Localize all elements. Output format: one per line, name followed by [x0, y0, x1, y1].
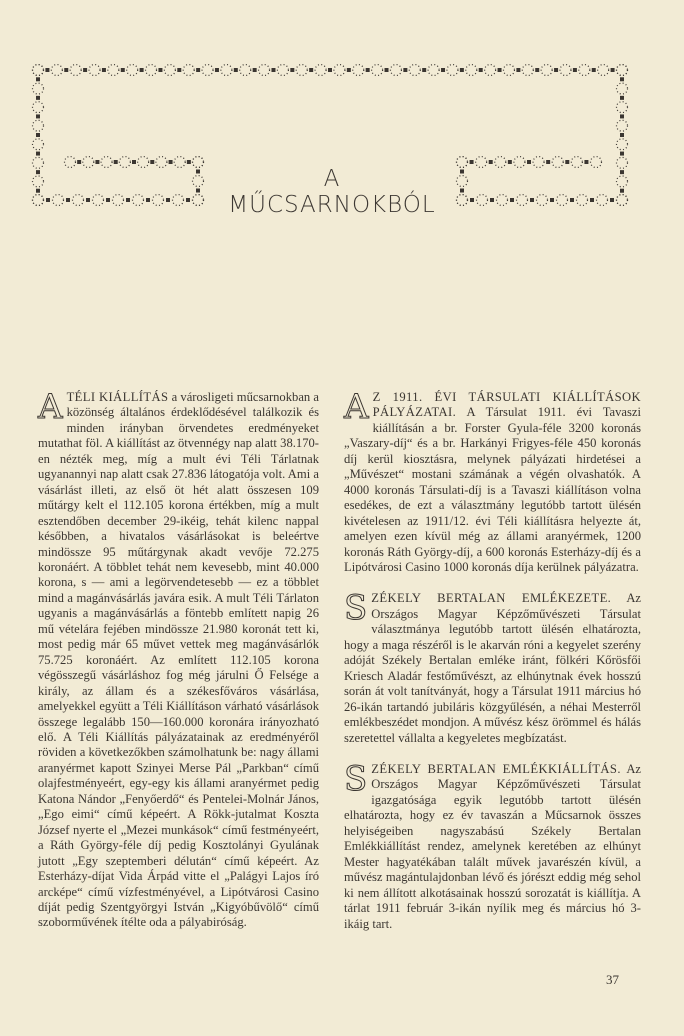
ornament-dotted-circle-icon — [552, 157, 563, 168]
ornament-square-icon — [86, 198, 90, 202]
article-lead: TÉLI KIÁLLÍTÁS — [66, 390, 169, 404]
article-body: A Társulat 1911. évi Tavaszi kiállításán a br. Forster Gyula-féle 3200 koronás „Vaszary-díj“ és a br. Harkányi Frigyes-féle 450 koronás díj kerül kiosztásra, melynek pályázati hirdetései a „Művészet“ mostani számának a végén olvashatók. A 4000 koronás Társulati-díj is a Tavaszi kiállításon volna esedékes, de ezt a választmány legutóbb tartott ülésén kivételesen az 1911/12. évi Téli kiállításra helyezte át, amelyen ezen kívül még az állami aranyérmek, 1200 koronás Ráth György-díj, a 600 koronás Esterházy-díj és a Lipótvárosi Casino 1000 koronás díja kerülnek pályázatra. — [344, 405, 641, 574]
ornament-square-icon — [146, 198, 150, 202]
ornament-dotted-circle-icon — [138, 157, 149, 168]
ornament-dotted-circle-icon — [617, 176, 628, 187]
ornament-square-icon — [253, 68, 257, 72]
ornament-square-icon — [535, 68, 539, 72]
article-body: Az Országos Magyar Képzőművészeti Társulat igazgatósága egyik legutóbb tartott ülésén elhatározta, hogy ez év tavaszán a Műcsarnok összes helyiségeiben nagyszabású Székely Bertalan Emlékkiállítást rendez, amelynek keretében az elhúnyt Mester hagyatékában talált művek javarészén kívül, a művész magántulajdonban lévő és jórészt eddig még sehol ki nem állított alkotásainak hosszú sorozatát is kiállítja. A tárlat 1911 február 3-ikán nyílik meg és március hó 3-ikáig tart. — [344, 761, 641, 931]
ornament-square-icon — [46, 198, 50, 202]
ornament-square-icon — [441, 68, 445, 72]
ornament-square-icon — [508, 160, 512, 164]
ornament-square-icon — [140, 68, 144, 72]
ornament-square-icon — [546, 160, 550, 164]
ornament-dotted-circle-icon — [315, 65, 326, 76]
ornament-square-icon — [83, 68, 87, 72]
ornament-dotted-circle-icon — [164, 65, 175, 76]
ornament-dotted-circle-icon — [108, 65, 119, 76]
ornament-square-icon — [77, 160, 81, 164]
ornament-dotted-circle-icon — [617, 195, 628, 206]
ornament-dotted-circle-icon — [428, 65, 439, 76]
ornament-square-icon — [121, 68, 125, 72]
ornament-square-icon — [196, 68, 200, 72]
ornament-dotted-circle-icon — [591, 157, 602, 168]
ornament-square-icon — [290, 68, 294, 72]
ornament-square-icon — [403, 68, 407, 72]
ornament-dotted-circle-icon — [183, 65, 194, 76]
ornament-dotted-circle-icon — [127, 65, 138, 76]
ornament-dotted-circle-icon — [390, 65, 401, 76]
ornament-square-icon — [460, 189, 464, 193]
ornament-square-icon — [36, 96, 40, 100]
ornament-dotted-circle-icon — [33, 102, 44, 113]
ornament-dotted-circle-icon — [193, 195, 204, 206]
ornament-square-icon — [620, 170, 624, 174]
ornament-dotted-circle-icon — [617, 102, 628, 113]
ornament-square-icon — [126, 198, 130, 202]
article-szekely-emlekkiallitas — [344, 758, 641, 932]
ornament-dotted-circle-icon — [477, 195, 488, 206]
ornament-dotted-circle-icon — [113, 195, 124, 206]
ornament-square-icon — [234, 68, 238, 72]
dropcap-letter: S — [344, 758, 368, 799]
ornament-dotted-circle-icon — [617, 65, 628, 76]
ornament-square-icon — [385, 68, 389, 72]
article-body: Az Országos Magyar Képzőművészeti Társulat választmánya legutóbb tartott ülésén elhatározta, hogy a maga részéről is le akarván róni a kegyelet szerény adóját Székely Bertalan emléke iránt, fölkéri Kőrösfői Kriesch Aladár festőművészt, az elhúnytnak évek hosszú során át volt tanítványát, hogy a Társulat 1911 március hó 26-ikán tartandó jubiláris közgyűlésén, a néhai Mesterről emlékbeszédet mondjon. A művész kész örömmel és hálás szeretettel vállalta a kegyeletes megbízatást. — [344, 591, 642, 745]
ornament-square-icon — [489, 160, 493, 164]
ornament-square-icon — [114, 160, 118, 164]
ornament-square-icon — [36, 189, 40, 193]
ornament-square-icon — [554, 68, 558, 72]
article-lead: Z 1911. ÉVI TÁRSULATI KIÁLLÍTÁSOK PÁLYÁZATAI. — [372, 390, 641, 420]
ornament-dotted-circle-icon — [133, 195, 144, 206]
ornament-square-icon — [271, 68, 275, 72]
article-lead: ZÉKELY BERTALAN EMLÉKEZETE. — [371, 591, 612, 606]
ornament-dotted-circle-icon — [617, 83, 628, 94]
ornament-square-icon — [620, 77, 624, 81]
ornament-dotted-circle-icon — [617, 120, 628, 131]
ornament-dotted-circle-icon — [240, 65, 251, 76]
article-lead: ZÉKELY BERTALAN EMLÉKKIÁLLÍTÁS. — [371, 761, 621, 776]
ornament-dotted-circle-icon — [571, 157, 582, 168]
ornament-dotted-circle-icon — [522, 65, 533, 76]
ornament-dotted-circle-icon — [517, 195, 528, 206]
ornament-dotted-circle-icon — [33, 157, 44, 168]
ornament-dotted-circle-icon — [101, 157, 112, 168]
ornament-dotted-circle-icon — [51, 65, 62, 76]
ornament-square-icon — [610, 198, 614, 202]
ornament-dotted-circle-icon — [119, 157, 130, 168]
article-body: a városligeti műcsarnokban a közönség általános érdeklődésével találkozik és minden irányban örvendetes eredményeket mutathat föl. A kiállítást az ötvennégy nap alatt 38.170-en nézték meg, míg a mult évi Téli Tárlatnak ugyanannyi nap alatt csak 27.836 látogatója volt. Ami a vásárlást illeti, az első öt hét alatt összesen 109 műtárgy kelt el 112.105 korona értékben, míg a mult esztendőben december 29-ikéig, tehát kilenc nappal későbben, a hivatalos vásárlásokat is beleértve mindössze 95 műtárgynak akadt vevője 72.275 koronáért. A többlet tehát nem kevesebb, mint 40.000 korona, s — ami a legörvendetesebb — ez a többlet mind a magánvásárlás javára esik. A mult Téli Tárlaton ugyanis a magánvásárlás a föntebb említett napig 26 mű vételára fejében mindössze 21.980 koronát tett ki, most pedig már 65 művet vettek meg magánvásárlók 75.725 koronáért. Az említett 112.105 korona végösszegű vásárláshoz fog még járulni Ő Felsége a király, az állam és a székesfőváros vásárlása, amelyekkel együtt a Téli Kiállításon várható vásárlások összege legalább 150—160.000 koronára irányozható elő. A Téli Kiállítás pályázatainak az eredményéről röviden a következőkben számolhatunk be: nagy állami aranyérmet kapott Szinyei Merse Pál „Parkban“ című olajfestményeért, egy-egy kis állami aranyérmet pedig Katona Nándor „Fenyőerdő“ és Pentelei-Molnár János, „Ego eimi“ című képeért. A Rökk-jutalmat Koszta József nyerte el „Mezei munkások“ című festményeért, a Ráth György-féle díj pedig Kosztolányi Gyulának jutott „Egy szeptemberi délután“ című képeért. Az Esterházy-díjat Vida Árpád vitte el „Palágyi Lajos író arcképe“ című vízfestményével, a Lipótvárosi Casino díját pedig Szentgyörgyi István „Kigyóbűvölő“ című szoborművének ítélte oda a pályabiróság. — [38, 390, 320, 930]
ornament-dotted-circle-icon — [173, 195, 184, 206]
ornament-square-icon — [196, 170, 200, 174]
ornament-square-icon — [95, 160, 99, 164]
article-teli-kiallitas — [38, 387, 320, 931]
article-szekely-emlekezete — [344, 588, 642, 746]
ornament-dotted-circle-icon — [577, 195, 588, 206]
dropcap-letter: A — [38, 387, 63, 427]
ornament-square-icon — [527, 160, 531, 164]
ornament-square-icon — [565, 160, 569, 164]
left-column — [38, 387, 320, 947]
ornament-square-icon — [470, 198, 474, 202]
ornament-dotted-circle-icon — [156, 157, 167, 168]
ornament-dotted-circle-icon — [33, 139, 44, 150]
ornament-square-icon — [620, 96, 624, 100]
ornament-dotted-circle-icon — [485, 65, 496, 76]
ornament-dotted-circle-icon — [296, 65, 307, 76]
ornament-dotted-circle-icon — [221, 65, 232, 76]
ornament-square-icon — [620, 152, 624, 156]
ornament-square-icon — [36, 170, 40, 174]
ornament-dotted-circle-icon — [277, 65, 288, 76]
right-column — [344, 387, 642, 948]
ornament-dotted-circle-icon — [153, 195, 164, 206]
ornament-dotted-circle-icon — [193, 157, 204, 168]
ornament-square-icon — [460, 68, 464, 72]
ornament-dotted-circle-icon — [503, 65, 514, 76]
dropcap-letter: A — [344, 387, 369, 427]
ornament-square-icon — [45, 68, 49, 72]
ornament-square-icon — [590, 198, 594, 202]
ornament-dotted-circle-icon — [560, 65, 571, 76]
ornament-dotted-circle-icon — [497, 195, 508, 206]
ornament-square-icon — [490, 198, 494, 202]
page-number: 37 — [606, 972, 619, 987]
ornament-square-icon — [366, 68, 370, 72]
ornament-square-icon — [328, 68, 332, 72]
ornament-square-icon — [516, 68, 520, 72]
ornament-square-icon — [620, 114, 624, 118]
ornament-dotted-circle-icon — [557, 195, 568, 206]
ornament-dotted-circle-icon — [33, 176, 44, 187]
ornament-dotted-circle-icon — [70, 65, 81, 76]
ornament-dotted-circle-icon — [89, 65, 100, 76]
ornament-square-icon — [592, 68, 596, 72]
ornament-dotted-circle-icon — [33, 83, 44, 94]
ornament-square-icon — [169, 160, 173, 164]
ornament-dotted-circle-icon — [53, 195, 64, 206]
ornament-square-icon — [186, 198, 190, 202]
ornament-square-icon — [64, 68, 68, 72]
ornament-dotted-circle-icon — [146, 65, 157, 76]
ornament-dotted-circle-icon — [174, 157, 185, 168]
ornament-dotted-circle-icon — [495, 157, 506, 168]
ornament-square-icon — [498, 68, 502, 72]
ornament-dotted-circle-icon — [598, 65, 609, 76]
ornament-square-icon — [620, 189, 624, 193]
ornament-dotted-circle-icon — [457, 176, 468, 187]
ornament-square-icon — [570, 198, 574, 202]
ornament-square-icon — [36, 152, 40, 156]
ornament-square-icon — [584, 160, 588, 164]
ornament-dotted-circle-icon — [334, 65, 345, 76]
ornament-dotted-circle-icon — [193, 176, 204, 187]
ornament-square-icon — [215, 68, 219, 72]
ornament-square-icon — [36, 114, 40, 118]
ornament-square-icon — [347, 68, 351, 72]
ornament-square-icon — [177, 68, 181, 72]
ornament-square-icon — [530, 198, 534, 202]
ornament-square-icon — [620, 133, 624, 137]
ornament-dotted-circle-icon — [93, 195, 104, 206]
ornament-square-icon — [36, 77, 40, 81]
ornament-dotted-circle-icon — [65, 157, 76, 168]
ornament-square-icon — [573, 68, 577, 72]
ornament-square-icon — [460, 170, 464, 174]
ornament-dotted-circle-icon — [597, 195, 608, 206]
ornament-square-icon — [470, 160, 474, 164]
ornament-dotted-circle-icon — [33, 120, 44, 131]
ornament-dotted-circle-icon — [457, 195, 468, 206]
ornament-square-icon — [479, 68, 483, 72]
article-palyazatok — [344, 387, 641, 575]
ornament-dotted-circle-icon — [202, 65, 213, 76]
ornament-dotted-circle-icon — [409, 65, 420, 76]
ornament-dotted-circle-icon — [466, 65, 477, 76]
ornament-dotted-circle-icon — [447, 65, 458, 76]
ornament-square-icon — [309, 68, 313, 72]
ornament-dotted-circle-icon — [541, 65, 552, 76]
ornament-dotted-circle-icon — [259, 65, 270, 76]
ornament-dotted-circle-icon — [33, 195, 44, 206]
page-title: A MŰCSARNOKBÓL — [228, 166, 436, 218]
ornament-dotted-circle-icon — [372, 65, 383, 76]
ornament-square-icon — [422, 68, 426, 72]
ornament-square-icon — [166, 198, 170, 202]
ornament-dotted-circle-icon — [533, 157, 544, 168]
ornament-square-icon — [106, 198, 110, 202]
ornament-dotted-circle-icon — [579, 65, 590, 76]
ornament-square-icon — [150, 160, 154, 164]
ornament-square-icon — [102, 68, 106, 72]
ornament-square-icon — [66, 198, 70, 202]
ornament-dotted-circle-icon — [73, 195, 84, 206]
ornament-square-icon — [510, 198, 514, 202]
ornament-dotted-circle-icon — [617, 139, 628, 150]
ornament-dotted-circle-icon — [457, 157, 468, 168]
ornament-square-icon — [550, 198, 554, 202]
ornament-dotted-circle-icon — [514, 157, 525, 168]
ornament-square-icon — [158, 68, 162, 72]
ornament-dotted-circle-icon — [617, 157, 628, 168]
ornament-dotted-circle-icon — [476, 157, 487, 168]
ornament-square-icon — [36, 133, 40, 137]
ornament-square-icon — [187, 160, 191, 164]
dropcap-letter: S — [344, 588, 368, 629]
ornament-square-icon — [611, 68, 615, 72]
ornament-square-icon — [196, 189, 200, 193]
ornament-dotted-circle-icon — [537, 195, 548, 206]
ornament-square-icon — [132, 160, 136, 164]
ornament-dotted-circle-icon — [353, 65, 364, 76]
ornament-dotted-circle-icon — [33, 65, 44, 76]
ornament-dotted-circle-icon — [83, 157, 94, 168]
